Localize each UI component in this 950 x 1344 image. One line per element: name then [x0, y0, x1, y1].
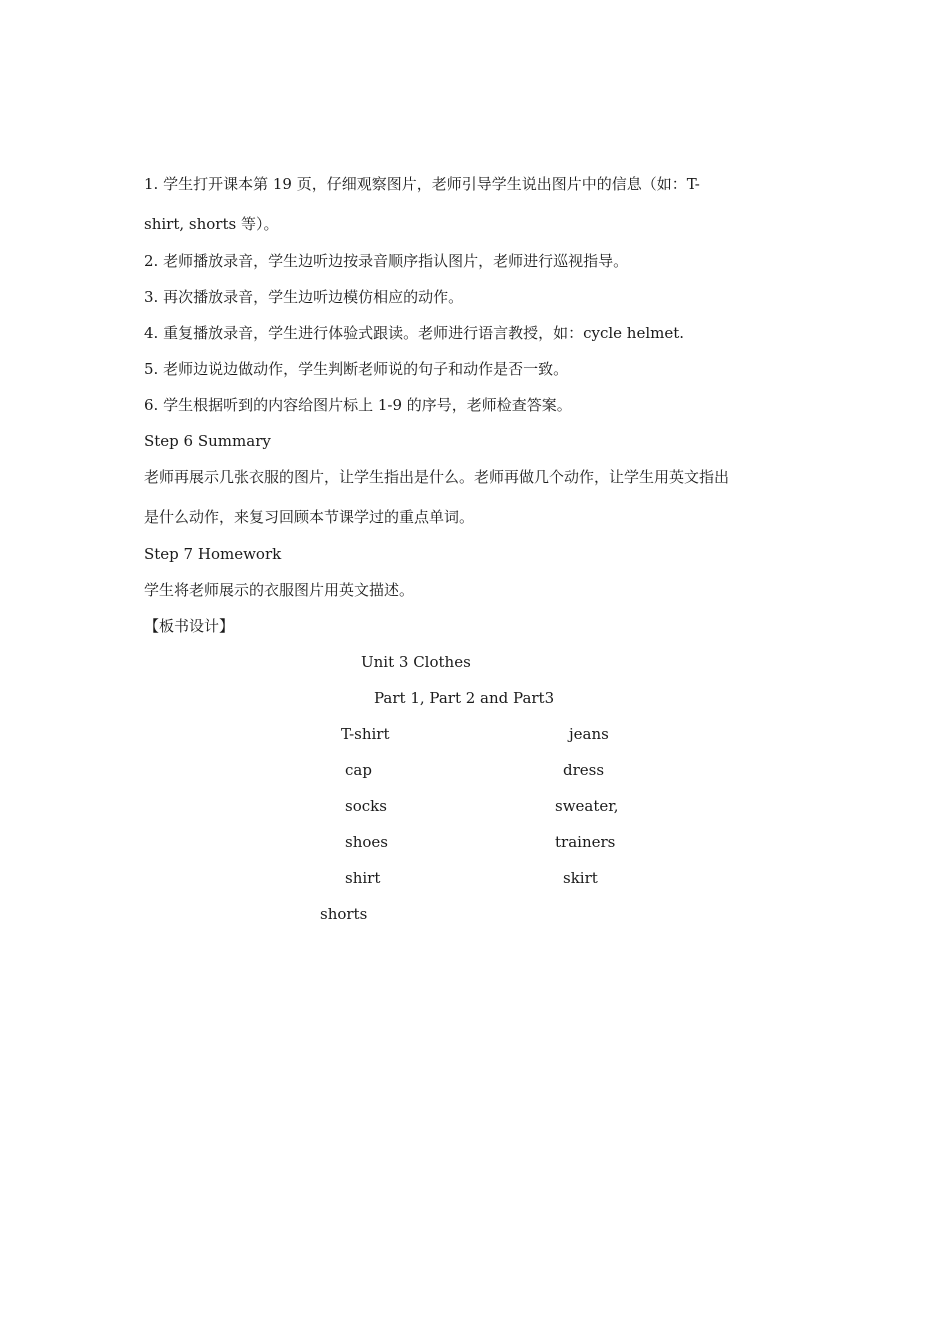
step7-line: 学生将老师展示的衣服图片用英文描述。 — [144, 581, 415, 599]
step-item-3: 3. 再次播放录音，学生边听边模仿相应的动作。 — [144, 288, 464, 306]
step-item-1-continued: shirt, shorts 等）。 — [144, 215, 279, 233]
board-subtitle: Part 1, Part 2 and Part3 — [374, 689, 555, 707]
step7-heading: Step 7 Homework — [144, 545, 282, 563]
step-item-2: 2. 老师播放录音，学生边听边按录音顺序指认图片，老师进行巡视指导。 — [144, 252, 629, 270]
board-word-right: skirt — [563, 869, 598, 887]
board-word-right: dress — [563, 761, 605, 779]
board-title: Unit 3 Clothes — [361, 653, 471, 671]
board-word-left: shirt — [345, 869, 381, 887]
board-word-left: T-shirt — [341, 725, 390, 743]
board-word-right: jeans — [569, 725, 609, 743]
step-item-6: 6. 学生根据听到的内容给图片标上 1-9 的序号，老师检查答案。 — [144, 396, 572, 414]
step6-line-1: 老师再展示几张衣服的图片，让学生指出是什么。老师再做几个动作，让学生用英文指出 — [144, 468, 730, 486]
board-word-left: shoes — [345, 833, 388, 851]
step-item-5: 5. 老师边说边做动作，学生判断老师说的句子和动作是否一致。 — [144, 360, 569, 378]
step-item-4: 4. 重复播放录音，学生进行体验式跟读。老师进行语言教授，如：cycle helmet. — [144, 324, 685, 342]
board-word-right: sweater, — [555, 797, 619, 815]
step6-heading: Step 6 Summary — [144, 432, 271, 450]
board-word-left: socks — [345, 797, 387, 815]
step6-line-2: 是什么动作，来复习回顾本节课学过的重点单词。 — [144, 508, 475, 526]
step-item-1: 1. 学生打开课本第 19 页，仔细观察图片，老师引导学生说出图片中的信息（如：T- — [144, 175, 700, 193]
board-word-left: shorts — [320, 905, 368, 923]
board-word-right: trainers — [555, 833, 616, 851]
board-design-heading: 【板书设计】 — [144, 617, 235, 635]
board-word-left: cap — [345, 761, 372, 779]
